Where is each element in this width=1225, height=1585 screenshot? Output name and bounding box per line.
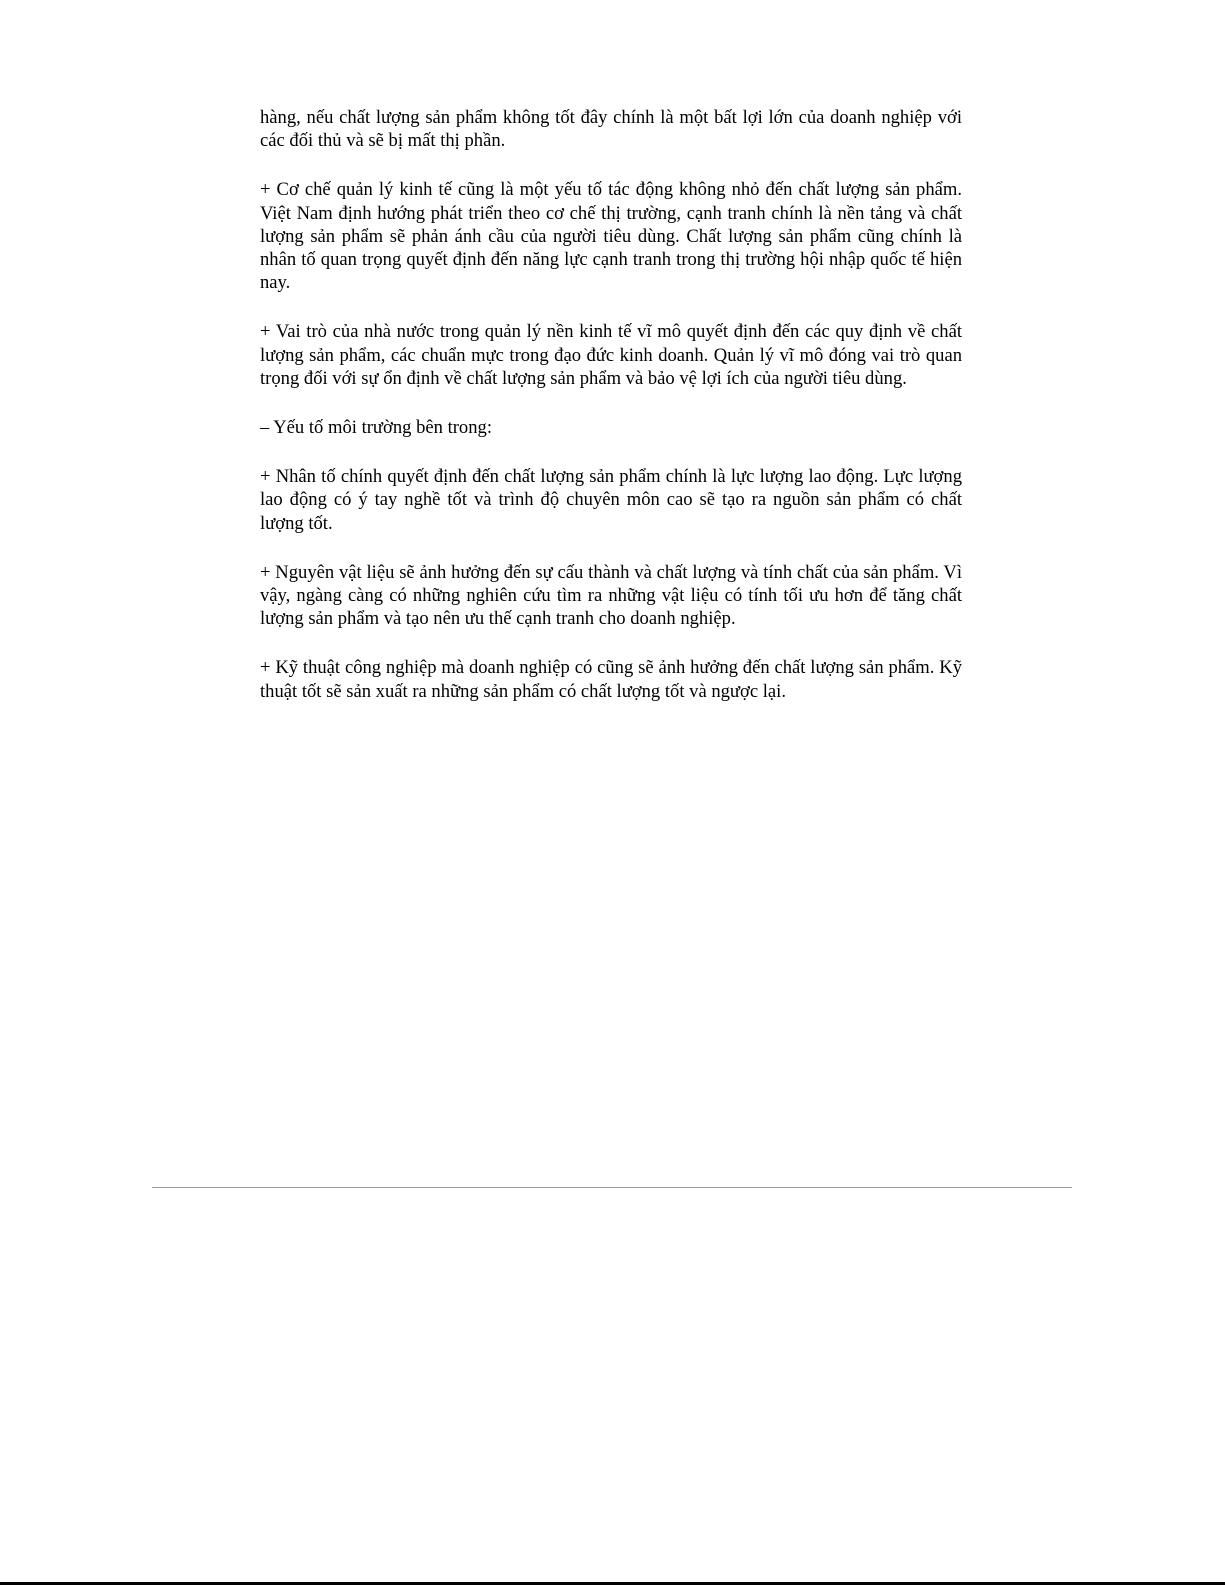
paragraph-labor-force: + Nhân tố chính quyết định đến chất lượng sản phẩm chính là lực lượng lao động. Lực lượng lao động có ý tay nghề tốt và trình độ chuyên môn cao sẽ tạo ra nguồn sản phẩm có chất lượng tốt.: [260, 466, 962, 534]
paragraph-state-role: + Vai trò của nhà nước trong quản lý nền kinh tế vĩ mô quyết định đến các quy định về chất lượng sản phẩm, các chuẩn mực trong đạo đức kinh doanh. Quản lý vĩ mô đóng vai trò quan trọng đối với sự ổn định về chất lượng sản phẩm và bảo vệ lợi ích của người tiêu dùng.: [260, 321, 962, 389]
paragraph-market-share: hàng, nếu chất lượng sản phẩm không tốt đây chính là một bất lợi lớn của doanh nghiệp với các đối thủ và sẽ bị mất thị phần.: [260, 107, 962, 152]
paragraph-economic-mechanism: + Cơ chế quản lý kinh tế cũng là một yếu tố tác động không nhỏ đến chất lượng sản phẩm. Việt Nam định hướng phát triển theo cơ chế thị trường, cạnh tranh chính là nền tảng và chất lượng sản phẩm sẽ phản ánh cầu của người tiêu dùng. Chất lượng sản phẩm cũng chính là nhân tố quan trọng quyết định đến năng lực cạnh tranh trong thị trường hội nhập quốc tế hiện nay.: [260, 179, 962, 294]
document-body: [260, 106, 962, 729]
paragraph-raw-materials: + Nguyên vật liệu sẽ ảnh hưởng đến sự cấu thành và chất lượng và tính chất của sản phẩm. Vì vậy, ngàng càng có những nghiên cứu tìm ra những vật liệu có tính tối ưu hơn để tăng chất lượng sản phẩm và tạo nên ưu thế cạnh tranh cho doanh nghiệp.: [260, 561, 962, 630]
paragraph-technology: + Kỹ thuật công nghiệp mà doanh nghiệp có cũng sẽ ảnh hưởng đến chất lượng sản phẩm. Kỹ thuật tốt sẽ sản xuất ra những sản phẩm có chất lượng tốt và ngược lại.: [260, 657, 962, 702]
section-heading-internal-factors: – Yếu tố môi trường bên trong:: [260, 417, 492, 439]
footer-divider: [152, 1187, 1072, 1188]
